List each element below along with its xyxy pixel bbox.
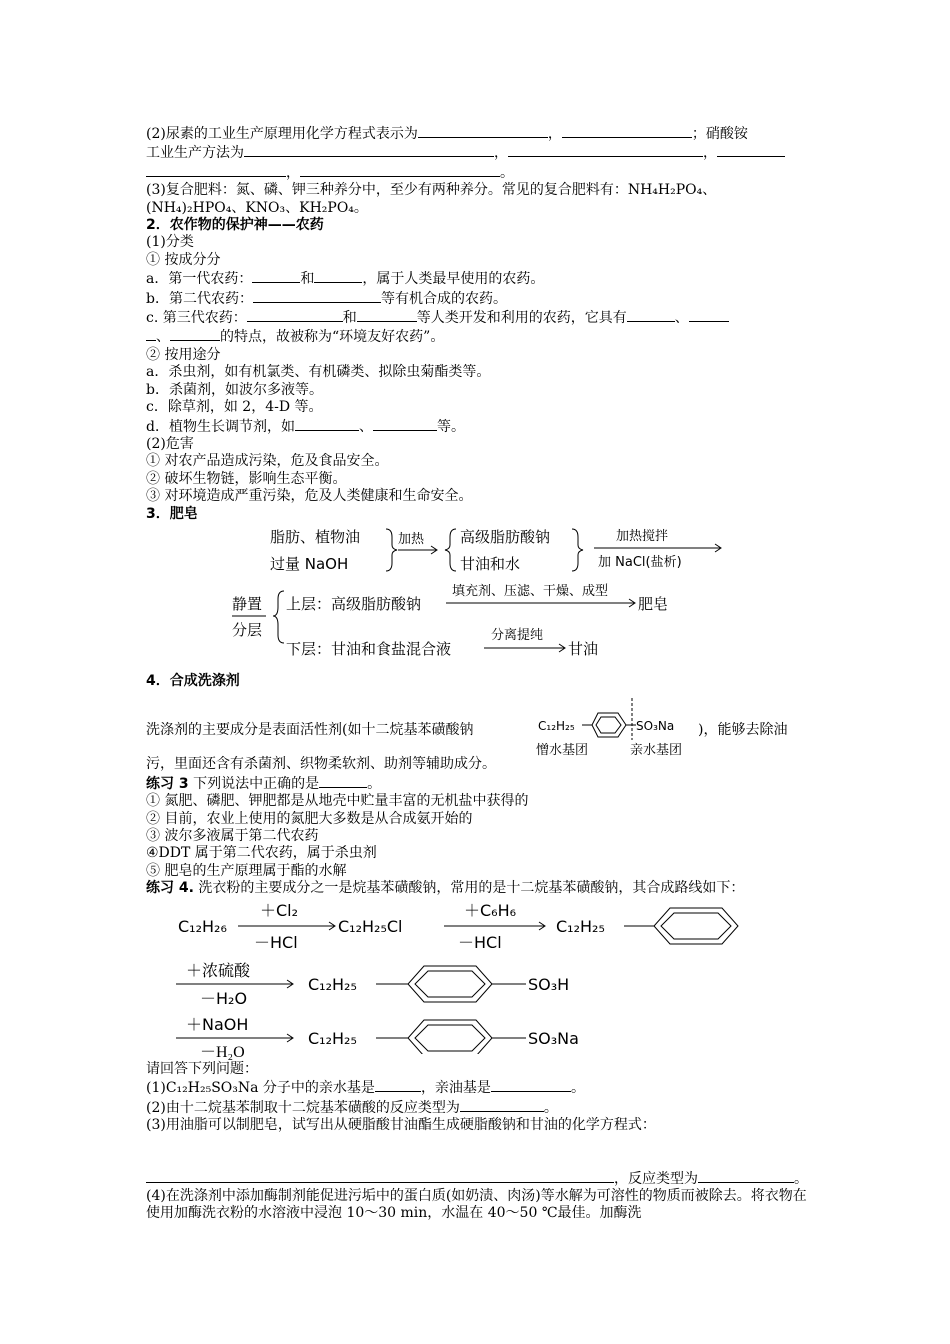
op-upper: 填充剂、压滤、干燥、成型 xyxy=(452,583,609,599)
benzene-inner xyxy=(415,1025,485,1051)
exercise-label: 练习 4. xyxy=(146,880,194,897)
option: ③ 波尔多液属于第二代农药 xyxy=(146,827,319,844)
mid-sodium-salt: 高级脂肪酸钠 xyxy=(460,527,551,546)
pesticide-gen2 xyxy=(146,289,808,308)
op-salting-out: 加 NaCl(盐析) xyxy=(598,554,682,570)
hydrophile-label: 亲水基团 xyxy=(630,743,683,759)
text: d．植物生长调节剂，如 xyxy=(146,418,295,435)
text: 工业生产方法为 xyxy=(146,145,244,162)
brace xyxy=(572,529,583,571)
pesticide-gen3 xyxy=(146,308,808,347)
blank[interactable] xyxy=(295,417,359,431)
text: 请回答下列问题： xyxy=(146,1061,258,1077)
text: 的特点，故被称为“环境友好农药”。 xyxy=(220,329,445,346)
blank[interactable] xyxy=(508,143,703,157)
upper-layer: 上层：高级脂肪酸钠 xyxy=(286,594,422,613)
c12h25cl: C₁₂H₂₅Cl xyxy=(338,916,403,936)
op-label: －H₂O xyxy=(200,1043,245,1061)
soap-process-svg xyxy=(146,523,808,673)
text: 污，里面还含有杀菌剂、织物柔软剂、助剂等辅助成分。 xyxy=(146,756,496,773)
section-title-detergent: 4．合成洗涤剂 xyxy=(146,672,240,689)
ex4-q3-answer xyxy=(146,1169,808,1188)
benzene-inner xyxy=(596,717,621,733)
blank[interactable] xyxy=(146,327,156,341)
ex4-q1 xyxy=(146,1078,808,1097)
rest-2: 分层 xyxy=(232,620,263,639)
text: (2)危害 xyxy=(146,435,194,452)
blank[interactable] xyxy=(247,308,343,322)
op: －HCl xyxy=(458,932,502,952)
blank[interactable] xyxy=(244,143,494,157)
text: 。 xyxy=(500,164,514,181)
blank[interactable] xyxy=(689,308,729,322)
text: 等人类开发和利用的农药，它具有 xyxy=(416,310,627,327)
c12h25: C₁₂H₂₅ xyxy=(556,916,605,936)
text: ③ 对环境造成严重污染，危及人类健康和生命安全。 xyxy=(146,488,473,505)
blank[interactable] xyxy=(170,327,220,341)
text: 、 xyxy=(358,418,373,435)
op: ＋浓硫酸 xyxy=(186,960,251,980)
text: ② 破坏生物链，影响生态平衡。 xyxy=(146,470,347,487)
option: ⑤ 肥皂的生产原理属于酯的水解 xyxy=(146,862,347,879)
op-lower: 分离提纯 xyxy=(491,627,544,643)
c12h25: C₁₂H₂₅ xyxy=(308,974,357,994)
pesticide-gen1 xyxy=(146,269,808,288)
so3na: SO₃Na xyxy=(528,1028,579,1048)
text: 洗衣粉的主要成分之一是烷基苯磺酸钠，常用的是十二烷基苯磺酸钠，其合成路线如下： xyxy=(193,880,745,897)
brace xyxy=(386,529,397,571)
text: ① 对农产品造成污染，危及食品安全。 xyxy=(146,453,389,470)
text: 等有机合成的农药。 xyxy=(380,290,507,307)
answer-blank[interactable] xyxy=(319,774,367,788)
exercise-4-question xyxy=(146,880,808,897)
blank[interactable] xyxy=(252,269,300,283)
brace xyxy=(273,591,284,643)
text: ， xyxy=(547,126,562,142)
text: (1)分类 xyxy=(146,234,194,251)
text: ② 按用途分 xyxy=(146,346,221,363)
structure-head: SO₃Na xyxy=(636,719,675,734)
op: －HCl xyxy=(254,932,298,952)
text: 。 xyxy=(794,1170,808,1187)
product-glycerol: 甘油 xyxy=(568,639,599,658)
text: ， xyxy=(494,145,508,162)
text: ① 按成分分 xyxy=(146,251,221,268)
answer-blank[interactable] xyxy=(375,1078,421,1092)
text: c．除草剂，如 2，4-D 等。 xyxy=(146,399,323,416)
soap-process-diagram xyxy=(146,523,808,673)
blank[interactable] xyxy=(627,308,675,322)
op-heat: 加热 xyxy=(398,531,425,547)
answer-blank[interactable] xyxy=(146,1169,614,1183)
text: 等。 xyxy=(436,418,465,435)
text: (2)由十二烷基苯制取十二烷基苯磺酸的反应类型为 xyxy=(146,1099,460,1116)
text: 和 xyxy=(300,271,315,288)
mid-glycerol-water: 甘油和水 xyxy=(460,554,521,573)
lower-layer: 下层：甘油和食盐混合液 xyxy=(286,639,452,658)
blank[interactable] xyxy=(146,163,286,177)
op-stir: 加热搅拌 xyxy=(616,528,669,544)
s1-line4 xyxy=(146,163,808,182)
blank[interactable] xyxy=(418,124,548,138)
s1-line2 xyxy=(146,124,808,143)
blank[interactable] xyxy=(314,269,362,283)
answer-blank[interactable] xyxy=(491,1078,571,1092)
text: a．杀虫剂，如有机氯类、有机磷类、拟除虫菊酯类等。 xyxy=(146,364,491,381)
detergent-paragraph xyxy=(146,694,808,759)
c12h26: C₁₂H₂₆ xyxy=(178,916,227,936)
exercise-3-question xyxy=(146,774,808,793)
blank[interactable] xyxy=(253,289,381,303)
blank[interactable] xyxy=(717,143,785,157)
exercise-label: 练习 3 xyxy=(146,775,189,792)
section-title-soap: 3．肥皂 xyxy=(146,505,198,522)
s1-line3 xyxy=(146,143,808,162)
text: 洗涤剂的主要成分是表面活性剂(如十二烷基苯磺酸钠 xyxy=(146,722,474,739)
blank[interactable] xyxy=(562,124,692,138)
text: b．第二代农药： xyxy=(146,290,253,307)
option: ① 氮肥、磷肥、钾肥都是从地壳中贮量丰富的无机盐中获得的 xyxy=(146,793,529,810)
option: ② 目前，农业上使用的氮肥大多数是从合成氨开始的 xyxy=(146,810,473,827)
answer-blank[interactable] xyxy=(698,1169,794,1183)
section-title-pesticide: 2．农作物的保护神——农药 xyxy=(146,217,324,234)
op: ＋Cl₂ xyxy=(260,900,299,920)
so3h: SO₃H xyxy=(528,974,570,994)
text: a．第一代农药： xyxy=(146,271,253,288)
text: 。 xyxy=(367,775,382,792)
text: )，能够去除油 xyxy=(698,722,788,739)
text: (1)C₁₂H₂₅SO₃Na 分子中的亲水基是 xyxy=(146,1080,375,1097)
blank[interactable] xyxy=(300,163,500,177)
structure-chain: C₁₂H₂₅ xyxy=(538,719,575,734)
brace xyxy=(445,529,456,571)
product-soap: 肥皂 xyxy=(638,594,669,613)
input-naoh: 过量 NaOH xyxy=(270,554,349,573)
benzene-inner xyxy=(415,971,485,997)
synthesis-svg xyxy=(146,898,808,1054)
op: ＋NaOH xyxy=(186,1014,249,1034)
compound-fertilizer: (3)复合肥料：氮、磷、钾三种养分中，至少有两种养分。常见的复合肥料有：NH₄H₂PO₄、(NH₄)₂HPO₄、KNO₃、KH₂PO₄。 xyxy=(146,182,717,216)
text: 、 xyxy=(674,310,689,327)
blank[interactable] xyxy=(373,417,437,431)
c12h25: C₁₂H₂₅ xyxy=(308,1028,357,1048)
option: ④DDT 属于第二代农药，属于杀虫剂 xyxy=(146,845,377,862)
op: ＋C₆H₆ xyxy=(464,900,517,920)
text: 。 xyxy=(543,1099,558,1116)
text: 下列说法中正确的是 xyxy=(188,775,320,792)
op: －H₂O xyxy=(200,988,248,1008)
text: ，反应类型为 xyxy=(614,1170,698,1187)
ex4-q2 xyxy=(146,1098,808,1117)
text: (4)在洗涤剂中添加酶制剂能促进污垢中的蛋白质(如奶渍、肉汤)等水解为可溶性的物质而被除去。将衣物在使用加酶洗衣粉的水溶液中浸泡 10～30 min，水温在 40～50 ℃最佳。加酶洗 xyxy=(146,1188,807,1222)
benzene-inner xyxy=(661,913,731,939)
text: b．杀菌剂，如波尔多液等。 xyxy=(146,381,323,398)
text: ， xyxy=(703,145,717,162)
text: ；硝酸铵 xyxy=(691,126,748,142)
input-fat: 脂肪、植物油 xyxy=(270,527,361,546)
surfactant-structure xyxy=(536,694,716,758)
document-page xyxy=(146,124,808,1223)
pesticide-regulator xyxy=(146,417,808,436)
text: ，属于人类最早使用的农药。 xyxy=(362,271,545,288)
text: ， xyxy=(286,164,300,181)
text: ，亲油基是 xyxy=(420,1080,491,1097)
text: 。 xyxy=(570,1080,585,1097)
synthesis-route xyxy=(146,898,808,1054)
answer-blank[interactable] xyxy=(460,1098,544,1112)
text: (2)尿素的工业生产原理用化学方程式表示为 xyxy=(146,126,418,142)
text: 、 xyxy=(156,329,170,346)
hydrophobe-label: 憎水基团 xyxy=(536,743,589,759)
text: (3)用油脂可以制肥皂，试写出从硬脂酸甘油酯生成硬脂酸钠和甘油的化学方程式： xyxy=(146,1117,656,1134)
blank[interactable] xyxy=(357,308,417,322)
text: 和 xyxy=(342,310,357,327)
rest-1: 静置 xyxy=(232,594,263,613)
text: c. 第三代农药： xyxy=(146,310,247,327)
